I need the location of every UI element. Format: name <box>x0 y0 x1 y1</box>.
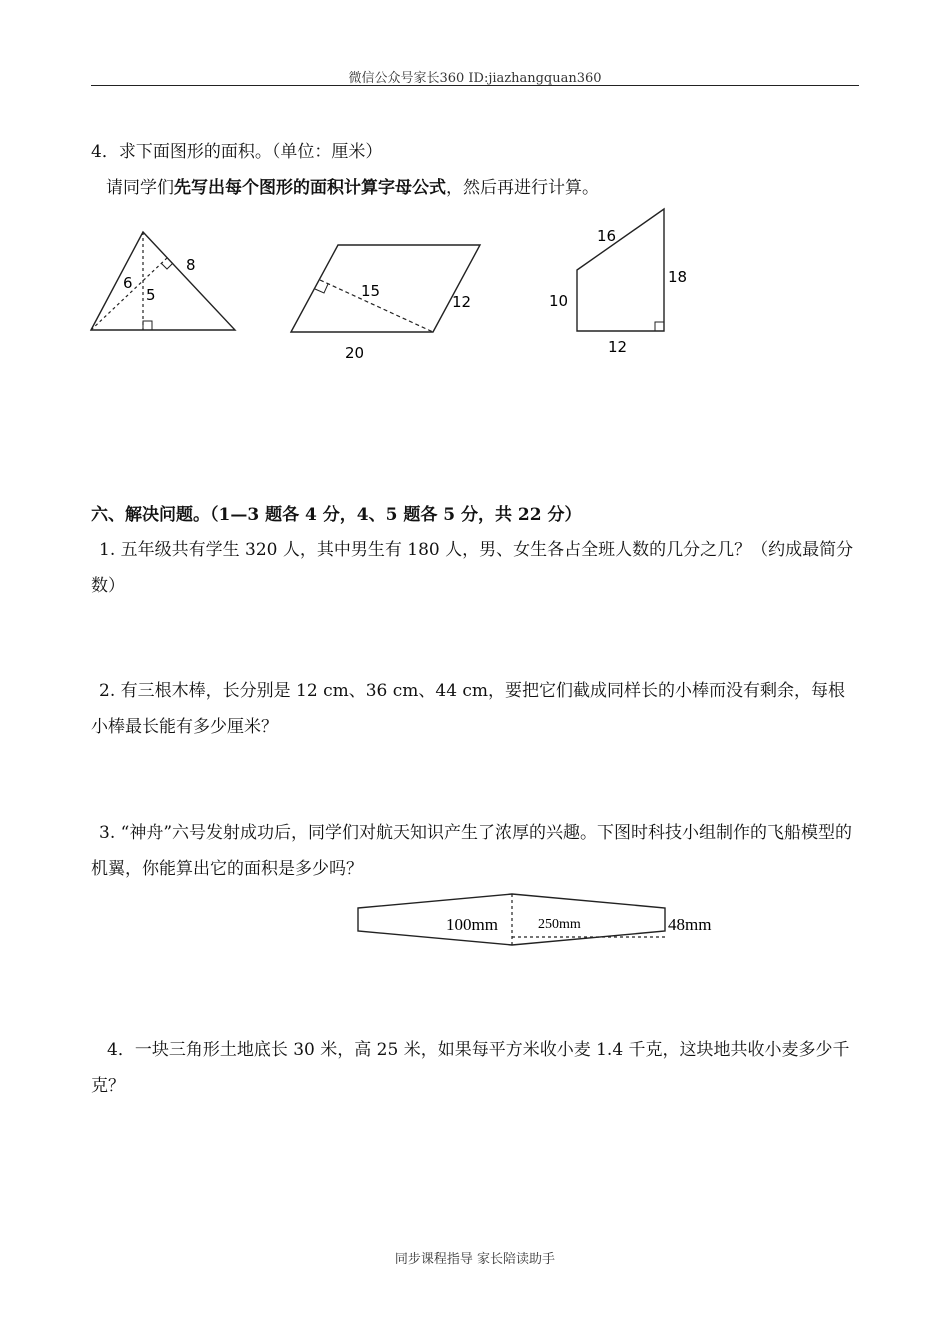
parallelogram-height-label: 15 <box>361 282 381 300</box>
parallelogram-side-label: 12 <box>452 293 472 311</box>
triangle-slant-height-line <box>91 258 167 330</box>
q4-instruction <box>106 176 599 200</box>
q4-instruction-post: ，然后再进行计算。 <box>446 178 599 198</box>
parallelogram-base-label: 20 <box>345 344 365 362</box>
section6-q3: 3. “神舟”六号发射成功后，同学们对航天知识产生了浓厚的兴趣。下图时科技小组制作的飞船模型的机翼，你能算出它的面积是多少吗？ <box>91 823 853 879</box>
section6-q4: 4．一块三角形土地底长 30 米，高 25 米，如果每平方米收小麦 1.4 千克，这块地共收小麦多少千克？ <box>91 1040 850 1096</box>
q4-instruction-bold: 先写出每个图形的面积计算字母公式 <box>174 178 446 198</box>
trapezoid-bottom-label: 12 <box>608 338 628 356</box>
trapezoid-left-label: 10 <box>549 292 569 310</box>
page-header: 微信公众号家长360 ID:jiazhangquan360 <box>348 71 602 86</box>
parallelogram-figure <box>285 235 495 370</box>
triangle-height-label: 5 <box>146 286 156 304</box>
triangle-side-label: 8 <box>186 256 196 274</box>
header-rule <box>91 85 859 86</box>
section6-title: 六、解决问题。（1—3 题各 4 分，4、5 题各 5 分，共 22 分） <box>91 505 582 525</box>
trapezoid-right-angle-mark <box>655 322 664 331</box>
section6-q2: 2. 有三根木棒，长分别是 12 cm、36 cm、44 cm，要把它们截成同样长的小棒而没有剩余，每根小棒最长能有多少厘米？ <box>91 681 846 737</box>
wing-figure <box>350 888 730 950</box>
trapezoid-right-label: 18 <box>668 268 688 286</box>
trapezoid-figure <box>540 200 700 365</box>
trapezoid-slant-label: 16 <box>597 227 617 245</box>
page-footer: 同步课程指导 家长陪读助手 <box>394 1252 556 1267</box>
parallelogram-outline <box>291 245 480 332</box>
wing-right-height-label: 48mm <box>668 915 712 934</box>
q4-title: 4．求下面图形的面积。（单位：厘米） <box>91 142 383 162</box>
wing-length-label: 250mm <box>538 917 581 932</box>
section6-q1: 1. 五年级共有学生 320 人，其中男生有 180 人，男、女生各占全班人数的几分之几？（约成最简分数） <box>91 540 854 596</box>
triangle-outline <box>91 232 235 330</box>
wing-left-height-label: 100mm <box>446 915 498 934</box>
triangle-perp-mark <box>161 263 173 269</box>
trapezoid-outline <box>577 209 664 331</box>
triangle-figure <box>85 225 245 340</box>
triangle-slant-height-label: 6 <box>123 274 133 292</box>
q4-instruction-pre: 请同学们 <box>106 178 174 198</box>
triangle-right-angle-mark <box>143 321 152 330</box>
